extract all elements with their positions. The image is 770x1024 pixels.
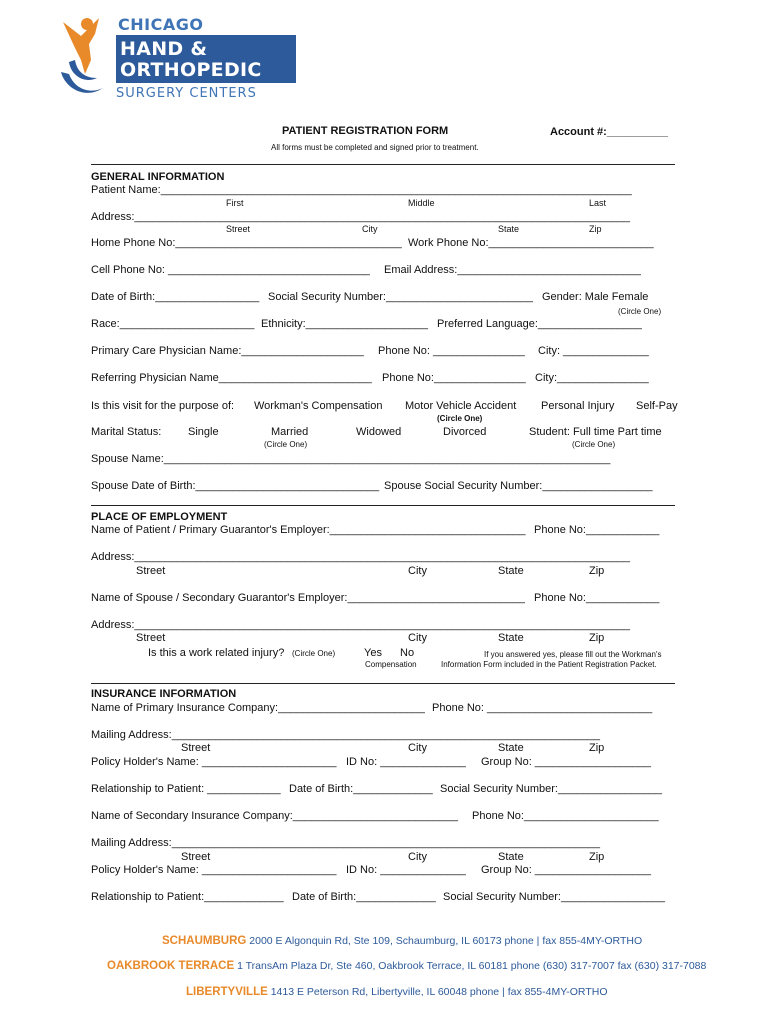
- section-heading-employment: PLACE OF EMPLOYMENT: [91, 511, 228, 523]
- pcp-phone-field[interactable]: Phone No: _______________: [378, 345, 525, 357]
- referring-city-field[interactable]: City:_______________: [535, 372, 649, 384]
- street-label: Street: [181, 742, 211, 754]
- zip-label: Zip: [589, 851, 605, 863]
- section-heading-insurance: INSURANCE INFORMATION: [91, 688, 237, 700]
- footer-location-libertyville: [186, 986, 607, 998]
- form-subtitle: All forms must be completed and signed prior to treatment.: [271, 143, 479, 152]
- logo-text-hand: HAND &: [120, 38, 208, 60]
- language-field[interactable]: Preferred Language:_________________: [437, 318, 642, 330]
- divider: [91, 164, 675, 165]
- marital-option-divorced[interactable]: Divorced: [443, 426, 487, 438]
- city-label: City: [408, 851, 427, 863]
- spouse-employer-field[interactable]: Name of Spouse / Secondary Guarantor's Employer:_____________________________: [91, 592, 525, 604]
- logo-figure-icon: [55, 14, 117, 100]
- marital-option-widowed[interactable]: Widowed: [356, 426, 402, 438]
- work-phone-field[interactable]: Work Phone No:___________________________: [408, 237, 654, 249]
- divider: [91, 505, 675, 506]
- spouse-employer-phone-field[interactable]: Phone No:____________: [534, 592, 660, 604]
- account-number-field[interactable]: Account #:__________: [550, 126, 669, 138]
- visit-option-personal-injury[interactable]: Personal Injury: [541, 400, 615, 412]
- secondary-insurance-field[interactable]: Name of Secondary Insurance Company:___________________________: [91, 810, 458, 822]
- race-field[interactable]: Race:______________________: [91, 318, 255, 330]
- policy-holder-field[interactable]: Policy Holder's Name: ______________________: [91, 756, 337, 768]
- compensation-label: Compensation: [365, 660, 417, 669]
- relationship-field-2[interactable]: Relationship to Patient:_____________: [91, 891, 284, 903]
- marital-status-label: Marital Status:: [91, 426, 162, 438]
- relationship-dob-field-2[interactable]: Date of Birth:_____________: [292, 891, 436, 903]
- footer-city: OAKBROOK TERRACE: [107, 960, 235, 972]
- student-circle-one: (Circle One): [572, 440, 616, 449]
- marital-circle-one: (Circle One): [264, 440, 308, 449]
- spouse-employer-address-field[interactable]: Address:_________________________________________________________________________________: [91, 619, 630, 631]
- zip-label: Zip: [589, 565, 605, 577]
- footer-address: 2000 E Algonquin Rd, Ste 109, Schaumburg, IL 60173 phone | fax 855-4MY-ORTHO: [249, 935, 643, 947]
- footer-address: 1 TransAm Plaza Dr, Ste 460, Oakbrook Terrace, IL 60181 phone (630) 317-7007 fax (630) 317-7088: [237, 960, 707, 972]
- divider: [91, 683, 675, 684]
- group-number-field-2[interactable]: Group No: ___________________: [481, 864, 652, 876]
- logo-text-chicago: CHICAGO: [118, 15, 204, 34]
- street-label: Street: [136, 565, 166, 577]
- employer-field[interactable]: Name of Patient / Primary Guarantor's Employer:________________________________: [91, 524, 526, 536]
- secondary-mailing-address-field[interactable]: Mailing Address:______________________________________________________________________: [91, 837, 600, 849]
- visit-purpose-label: Is this visit for the purpose of:: [91, 400, 235, 412]
- state-label: State: [498, 632, 524, 644]
- work-injury-no[interactable]: No: [400, 647, 415, 659]
- ethnicity-field[interactable]: Ethnicity:____________________: [261, 318, 428, 330]
- footer-city: LIBERTYVILLE: [186, 986, 268, 998]
- pcp-field[interactable]: Primary Care Physician Name:____________________: [91, 345, 364, 357]
- primary-mailing-address-field[interactable]: Mailing Address:______________________________________________________________________: [91, 729, 600, 741]
- street-label: Street: [226, 224, 251, 234]
- cell-phone-field[interactable]: Cell Phone No: _________________________________: [91, 264, 370, 276]
- patient-name-field[interactable]: Patient Name:_____________________________________________________________________________: [91, 184, 632, 196]
- logo-text-orthopedic: ORTHOPEDIC: [120, 59, 262, 81]
- group-number-field[interactable]: Group No: ___________________: [481, 756, 652, 768]
- footer-address: 1413 E Peterson Rd, Libertyville, IL 60048 phone | fax 855-4MY-ORTHO: [270, 986, 608, 998]
- gender-circle-one: (Circle One): [618, 307, 662, 316]
- relationship-dob-field[interactable]: Date of Birth:_____________: [289, 783, 433, 795]
- primary-insurance-field[interactable]: Name of Primary Insurance Company:________________________: [91, 702, 425, 714]
- work-injury-question: Is this a work related injury?: [148, 647, 285, 659]
- city-label: City: [408, 565, 427, 577]
- footer-location-oakbrook: [107, 960, 706, 972]
- work-injury-note-2: Information Form included in the Patient Registration Packet.: [441, 660, 657, 669]
- footer-location-schaumburg: [162, 935, 642, 947]
- visit-circle-one: (Circle One): [437, 414, 483, 423]
- ssn-field[interactable]: Social Security Number:________________________: [268, 291, 533, 303]
- id-number-field-2[interactable]: ID No: ______________: [346, 864, 466, 876]
- zip-label: Zip: [589, 742, 605, 754]
- last-label: Last: [589, 198, 607, 208]
- visit-option-motor-vehicle[interactable]: Motor Vehicle Accident: [405, 400, 517, 412]
- relationship-field[interactable]: Relationship to Patient: ____________: [91, 783, 281, 795]
- form-title: PATIENT REGISTRATION FORM: [282, 125, 449, 137]
- visit-option-self-pay[interactable]: Self-Pay: [636, 400, 678, 412]
- spouse-dob-field[interactable]: Spouse Date of Birth:______________________________: [91, 480, 380, 492]
- id-number-field[interactable]: ID No: ______________: [346, 756, 466, 768]
- work-injury-yes[interactable]: Yes: [364, 647, 382, 659]
- referring-physician-field[interactable]: Referring Physician Name_________________________: [91, 372, 372, 384]
- student-status-field[interactable]: Student: Full time Part time: [529, 426, 662, 438]
- address-field[interactable]: Address:_________________________________________________________________________________: [91, 211, 630, 223]
- spouse-ssn-field[interactable]: Spouse Social Security Number:__________________: [384, 480, 653, 492]
- street-label: Street: [136, 632, 166, 644]
- marital-option-married[interactable]: Married: [271, 426, 309, 438]
- state-label: State: [498, 742, 524, 754]
- referring-phone-field[interactable]: Phone No:_______________: [382, 372, 526, 384]
- home-phone-field[interactable]: Home Phone No:_____________________________________: [91, 237, 402, 249]
- middle-label: Middle: [408, 198, 435, 208]
- work-injury-circle-one: (Circle One): [292, 649, 336, 658]
- state-label: State: [498, 565, 524, 577]
- state-label: State: [498, 851, 524, 863]
- policy-holder-field-2[interactable]: Policy Holder's Name: ______________________: [91, 864, 337, 876]
- zip-label: Zip: [589, 632, 605, 644]
- marital-option-single[interactable]: Single: [188, 426, 219, 438]
- logo-text-surgery-centers: SURGERY CENTERS: [116, 86, 257, 101]
- street-label: Street: [181, 851, 211, 863]
- first-label: First: [226, 198, 244, 208]
- relationship-ssn-field-2[interactable]: Social Security Number:_________________: [443, 891, 665, 903]
- employer-address-field[interactable]: Address:_________________________________________________________________________________: [91, 551, 630, 563]
- pcp-city-field[interactable]: City: ______________: [538, 345, 649, 357]
- city-label: City: [408, 632, 427, 644]
- spouse-name-field[interactable]: Spouse Name:_________________________________________________________________________: [91, 453, 611, 465]
- footer-city: SCHAUMBURG: [162, 935, 247, 947]
- state-label: State: [498, 224, 520, 234]
- city-label: City: [408, 742, 427, 754]
- email-field[interactable]: Email Address:______________________________: [384, 264, 641, 276]
- zip-label: Zip: [589, 224, 602, 234]
- primary-insurance-phone-field[interactable]: Phone No: ___________________________: [432, 702, 653, 714]
- city-label: City: [362, 224, 378, 234]
- visit-option-workmans-comp[interactable]: Workman's Compensation: [254, 400, 383, 412]
- work-injury-note-1: If you answered yes, please fill out the Workman's: [484, 650, 662, 659]
- employer-phone-field[interactable]: Phone No:____________: [534, 524, 660, 536]
- dob-field[interactable]: Date of Birth:_________________: [91, 291, 260, 303]
- relationship-ssn-field[interactable]: Social Security Number:_________________: [440, 783, 662, 795]
- section-heading-general: GENERAL INFORMATION: [91, 171, 225, 183]
- gender-field[interactable]: Gender: Male Female: [542, 291, 649, 303]
- secondary-insurance-phone-field[interactable]: Phone No:______________________: [472, 810, 659, 822]
